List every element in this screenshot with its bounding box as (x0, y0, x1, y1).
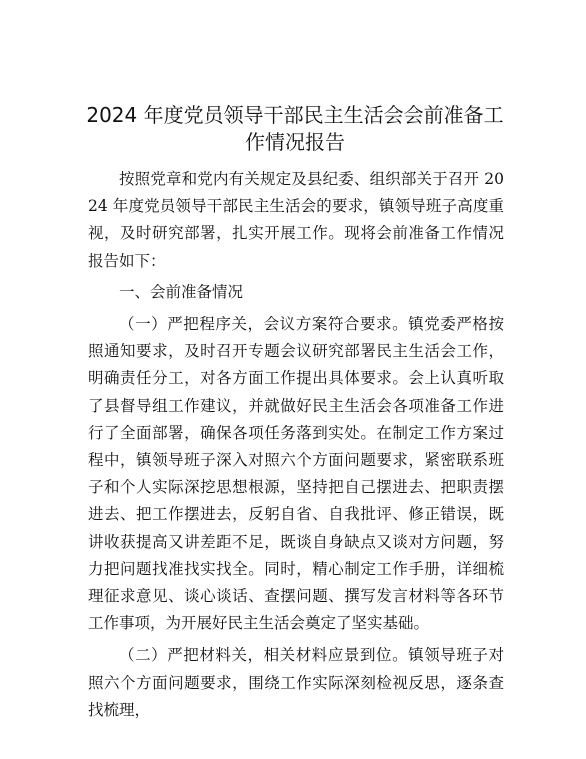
paragraph-materials: （二）严把材料关，相关材料应景到位。镇领导班子对照六个方面问题要求，围绕工作实际深刻检视反思，逐条查找梳理， (88, 646, 504, 719)
section-heading: 一、会前准备情况 (119, 282, 244, 301)
document-title: 2024 年度党员领导干部民主生活会会前准备工作情况报告 (86, 103, 504, 154)
paragraph-procedure: （一）严把程序关，会议方案符合要求。镇党委严格按照通知要求，及时召开专题会议研究部署民主生活会工作，明确责任分工，对各方面工作提出具体要求。会上认真听取了县督导组工作建议，并就做好民主生活会各项准备工作进行了全面部署，确保各项任务落到实处。在制定工作方案过程中，镇领导班子深入对照六个方面问题要求，紧密联系班子和个人实际深挖思想根源，坚持把自己摆进去、把职责摆进去、把工作摆进去，反躬自省、自我批评、修正错误，既讲收获提高又讲差距不足，既谈自身缺点又谈对方问题，努力把问题找准找实找全。同时，精心制定工作手册，详细梳理征求意见、谈心谈话、查摆问题、撰写发言材料等各环节工作事项，为开展好民主生活会奠定了坚实基础。 (88, 315, 504, 633)
document-body (88, 166, 504, 724)
intro-paragraph: 按照党章和党内有关规定及县纪委、组织部关于召开 2024 年度党员领导干部民主生活会的要求，镇领导班子高度重视，及时研究部署，扎实开展工作。现将会前准备工作情况报告如下： (88, 170, 504, 270)
